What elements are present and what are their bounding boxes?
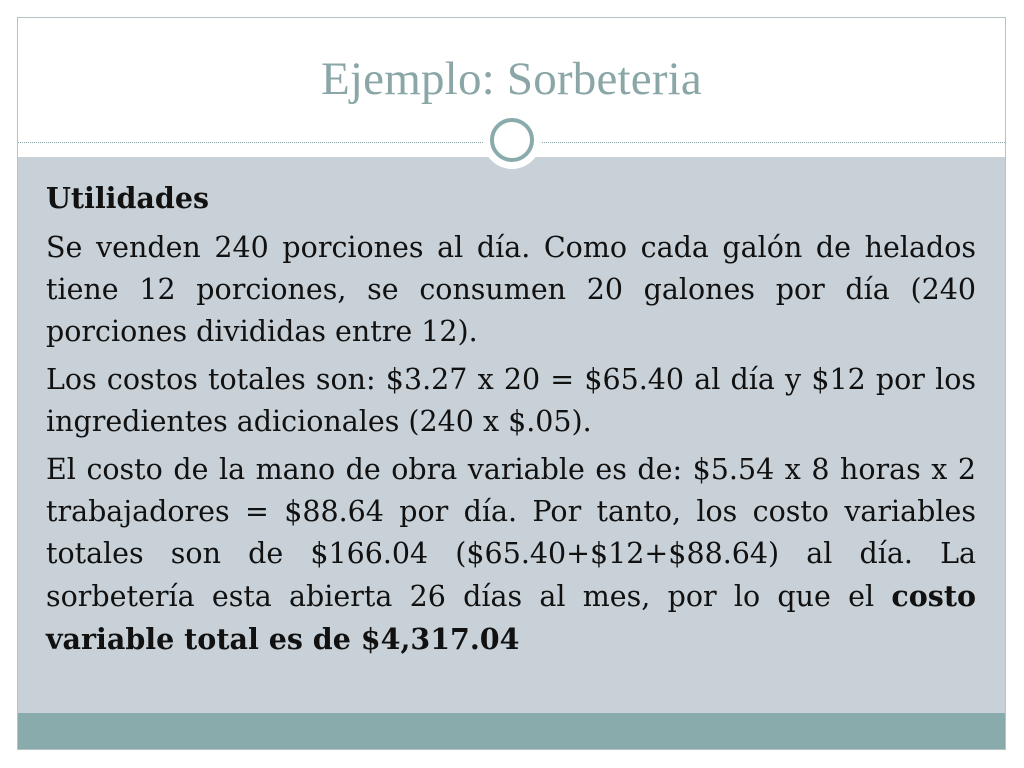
- paragraph-labor-cost: [46, 449, 976, 661]
- paragraph-total-costs: Los costos totales son: $3.27 x 20 = $65.40 al día y $12 por los ingredientes adicionales (240 x $.05).: [46, 363, 976, 438]
- slide-body: [46, 177, 976, 667]
- footer-band: [18, 713, 1005, 749]
- section-heading: Utilidades: [46, 181, 209, 215]
- labor-cost-text: El costo de la mano de obra variable es de: $5.54 x 8 horas x 2 trabajadores = $88.64 por día. Por tanto, los costo variables totales son de $166.04 ($65.40+$12+$88.64) al día. La sorbetería esta abierta 26 días al mes, por lo que el: [46, 453, 976, 613]
- total-variable-cost: costo variable total es de $4,317.04: [46, 579, 976, 656]
- slide-title: Ejemplo: Sorbeteria: [321, 53, 702, 105]
- circle-ornament-icon: [483, 111, 541, 169]
- slide-frame: [17, 17, 1006, 750]
- paragraph-portions: Se venden 240 porciones al día. Como cada galón de helados tiene 12 porciones, se consumen 20 galones por día (240 porciones divididas entre 12).: [46, 231, 976, 348]
